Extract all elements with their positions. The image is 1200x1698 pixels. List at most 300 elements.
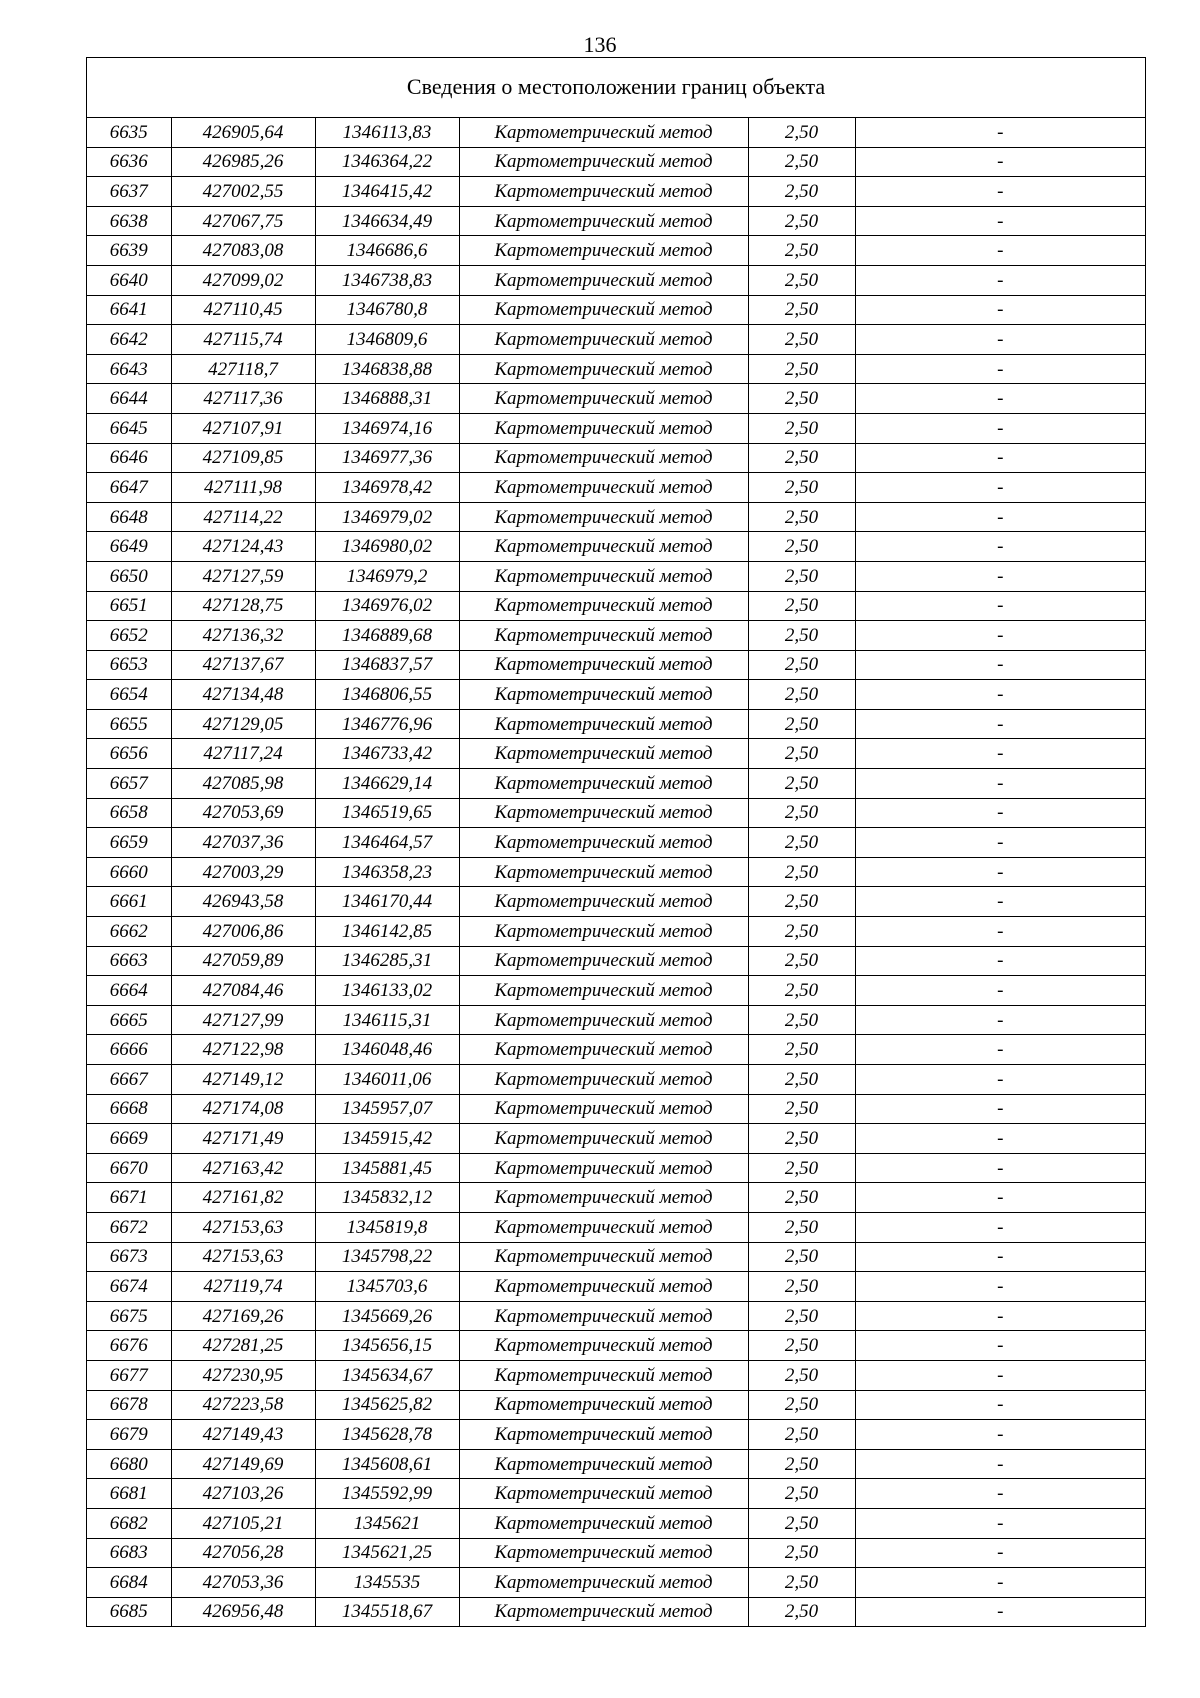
- x-coordinate-cell: 427281,25: [171, 1331, 315, 1361]
- y-coordinate-cell: 1346464,57: [315, 828, 459, 858]
- description-cell: -: [855, 650, 1145, 680]
- accuracy-cell: 2,50: [748, 413, 855, 443]
- y-coordinate-cell: 1346837,57: [315, 650, 459, 680]
- point-number-cell: 6641: [87, 295, 171, 325]
- point-number-cell: 6677: [87, 1360, 171, 1390]
- x-coordinate-cell: 427037,36: [171, 828, 315, 858]
- y-coordinate-cell: 1346838,88: [315, 354, 459, 384]
- method-cell: Картометрический метод: [459, 561, 748, 591]
- y-coordinate-cell: 1346977,36: [315, 443, 459, 473]
- method-cell: Картометрический метод: [459, 1183, 748, 1213]
- table-row: [87, 798, 1145, 828]
- point-number-cell: 6663: [87, 946, 171, 976]
- description-cell: -: [855, 798, 1145, 828]
- table-row: [87, 857, 1145, 887]
- method-cell: Картометрический метод: [459, 976, 748, 1006]
- description-cell: -: [855, 1242, 1145, 1272]
- point-number-cell: 6671: [87, 1183, 171, 1213]
- accuracy-cell: 2,50: [748, 443, 855, 473]
- method-cell: Картометрический метод: [459, 177, 748, 207]
- method-cell: Картометрический метод: [459, 591, 748, 621]
- method-cell: Картометрический метод: [459, 887, 748, 917]
- table-row: [87, 1153, 1145, 1183]
- description-cell: -: [855, 857, 1145, 887]
- accuracy-cell: 2,50: [748, 473, 855, 503]
- table-row: [87, 384, 1145, 414]
- method-cell: Картометрический метод: [459, 1420, 748, 1450]
- method-cell: Картометрический метод: [459, 147, 748, 177]
- x-coordinate-cell: 427085,98: [171, 769, 315, 799]
- accuracy-cell: 2,50: [748, 1124, 855, 1154]
- description-cell: -: [855, 976, 1145, 1006]
- y-coordinate-cell: 1346142,85: [315, 917, 459, 947]
- x-coordinate-cell: 427103,26: [171, 1479, 315, 1509]
- x-coordinate-cell: 427129,05: [171, 709, 315, 739]
- description-cell: -: [855, 236, 1145, 266]
- y-coordinate-cell: 1345798,22: [315, 1242, 459, 1272]
- method-cell: Картометрический метод: [459, 798, 748, 828]
- table-row: [87, 1094, 1145, 1124]
- description-cell: -: [855, 621, 1145, 651]
- y-coordinate-cell: 1346979,02: [315, 502, 459, 532]
- accuracy-cell: 2,50: [748, 769, 855, 799]
- accuracy-cell: 2,50: [748, 236, 855, 266]
- table-row: [87, 1005, 1145, 1035]
- accuracy-cell: 2,50: [748, 1538, 855, 1568]
- description-cell: -: [855, 1005, 1145, 1035]
- x-coordinate-cell: 427059,89: [171, 946, 315, 976]
- x-coordinate-cell: 427127,99: [171, 1005, 315, 1035]
- table-row: [87, 1242, 1145, 1272]
- accuracy-cell: 2,50: [748, 828, 855, 858]
- point-number-cell: 6667: [87, 1065, 171, 1095]
- table-row: [87, 650, 1145, 680]
- description-cell: -: [855, 265, 1145, 295]
- x-coordinate-cell: 427149,69: [171, 1449, 315, 1479]
- method-cell: Картометрический метод: [459, 769, 748, 799]
- description-cell: -: [855, 1301, 1145, 1331]
- description-cell: -: [855, 1597, 1145, 1626]
- y-coordinate-cell: 1345915,42: [315, 1124, 459, 1154]
- table-row: [87, 206, 1145, 236]
- accuracy-cell: 2,50: [748, 1212, 855, 1242]
- accuracy-cell: 2,50: [748, 1390, 855, 1420]
- point-number-cell: 6668: [87, 1094, 171, 1124]
- accuracy-cell: 2,50: [748, 561, 855, 591]
- description-cell: -: [855, 1065, 1145, 1095]
- point-number-cell: 6637: [87, 177, 171, 207]
- method-cell: Картометрический метод: [459, 118, 748, 147]
- x-coordinate-cell: 427003,29: [171, 857, 315, 887]
- x-coordinate-cell: 427153,63: [171, 1242, 315, 1272]
- x-coordinate-cell: 427124,43: [171, 532, 315, 562]
- y-coordinate-cell: 1346048,46: [315, 1035, 459, 1065]
- y-coordinate-cell: 1345535: [315, 1568, 459, 1598]
- method-cell: Картометрический метод: [459, 621, 748, 651]
- x-coordinate-cell: 427117,36: [171, 384, 315, 414]
- point-number-cell: 6646: [87, 443, 171, 473]
- point-number-cell: 6661: [87, 887, 171, 917]
- description-cell: -: [855, 1479, 1145, 1509]
- point-number-cell: 6636: [87, 147, 171, 177]
- method-cell: Картометрический метод: [459, 1360, 748, 1390]
- point-number-cell: 6673: [87, 1242, 171, 1272]
- point-number-cell: 6659: [87, 828, 171, 858]
- y-coordinate-cell: 1346889,68: [315, 621, 459, 651]
- y-coordinate-cell: 1346634,49: [315, 206, 459, 236]
- point-number-cell: 6670: [87, 1153, 171, 1183]
- accuracy-cell: 2,50: [748, 917, 855, 947]
- accuracy-cell: 2,50: [748, 1479, 855, 1509]
- point-number-cell: 6675: [87, 1301, 171, 1331]
- description-cell: -: [855, 1360, 1145, 1390]
- y-coordinate-cell: 1346133,02: [315, 976, 459, 1006]
- accuracy-cell: 2,50: [748, 532, 855, 562]
- point-number-cell: 6669: [87, 1124, 171, 1154]
- x-coordinate-cell: 427119,74: [171, 1272, 315, 1302]
- x-coordinate-cell: 427161,82: [171, 1183, 315, 1213]
- accuracy-cell: 2,50: [748, 265, 855, 295]
- method-cell: Картометрический метод: [459, 384, 748, 414]
- point-number-cell: 6644: [87, 384, 171, 414]
- method-cell: Картометрический метод: [459, 473, 748, 503]
- accuracy-cell: 2,50: [748, 1094, 855, 1124]
- method-cell: Картометрический метод: [459, 1272, 748, 1302]
- table-row: [87, 1301, 1145, 1331]
- description-cell: -: [855, 1390, 1145, 1420]
- description-cell: -: [855, 1212, 1145, 1242]
- description-cell: -: [855, 709, 1145, 739]
- point-number-cell: 6639: [87, 236, 171, 266]
- y-coordinate-cell: 1345518,67: [315, 1597, 459, 1626]
- description-cell: -: [855, 739, 1145, 769]
- table-row: [87, 236, 1145, 266]
- x-coordinate-cell: 427149,12: [171, 1065, 315, 1095]
- x-coordinate-cell: 427163,42: [171, 1153, 315, 1183]
- method-cell: Картометрический метод: [459, 295, 748, 325]
- x-coordinate-cell: 427230,95: [171, 1360, 315, 1390]
- page-number: 136: [583, 32, 617, 57]
- description-cell: -: [855, 1420, 1145, 1450]
- table-row: [87, 1420, 1145, 1450]
- point-number-cell: 6682: [87, 1508, 171, 1538]
- x-coordinate-cell: 426956,48: [171, 1597, 315, 1626]
- accuracy-cell: 2,50: [748, 1272, 855, 1302]
- point-number-cell: 6651: [87, 591, 171, 621]
- point-number-cell: 6662: [87, 917, 171, 947]
- accuracy-cell: 2,50: [748, 1005, 855, 1035]
- point-number-cell: 6678: [87, 1390, 171, 1420]
- method-cell: Картометрический метод: [459, 443, 748, 473]
- y-coordinate-cell: 1346776,96: [315, 709, 459, 739]
- accuracy-cell: 2,50: [748, 206, 855, 236]
- table-row: [87, 1597, 1145, 1626]
- method-cell: Картометрический метод: [459, 502, 748, 532]
- table-row: [87, 1272, 1145, 1302]
- table-row: [87, 177, 1145, 207]
- accuracy-cell: 2,50: [748, 976, 855, 1006]
- point-number-cell: 6676: [87, 1331, 171, 1361]
- description-cell: -: [855, 769, 1145, 799]
- method-cell: Картометрический метод: [459, 1301, 748, 1331]
- description-cell: -: [855, 917, 1145, 947]
- method-cell: Картометрический метод: [459, 1449, 748, 1479]
- x-coordinate-cell: 426943,58: [171, 887, 315, 917]
- method-cell: Картометрический метод: [459, 739, 748, 769]
- x-coordinate-cell: 427002,55: [171, 177, 315, 207]
- y-coordinate-cell: 1346686,6: [315, 236, 459, 266]
- table-row: [87, 946, 1145, 976]
- table-row: [87, 976, 1145, 1006]
- x-coordinate-cell: 427084,46: [171, 976, 315, 1006]
- table-row: [87, 325, 1145, 355]
- x-coordinate-cell: 427153,63: [171, 1212, 315, 1242]
- table-row: [87, 621, 1145, 651]
- accuracy-cell: 2,50: [748, 1242, 855, 1272]
- method-cell: Картометрический метод: [459, 1508, 748, 1538]
- method-cell: Картометрический метод: [459, 828, 748, 858]
- accuracy-cell: 2,50: [748, 1597, 855, 1626]
- y-coordinate-cell: 1345621,25: [315, 1538, 459, 1568]
- table-row: [87, 118, 1145, 147]
- y-coordinate-cell: 1346809,6: [315, 325, 459, 355]
- x-coordinate-cell: 427118,7: [171, 354, 315, 384]
- x-coordinate-cell: 427136,32: [171, 621, 315, 651]
- method-cell: Картометрический метод: [459, 709, 748, 739]
- x-coordinate-cell: 427117,24: [171, 739, 315, 769]
- method-cell: Картометрический метод: [459, 354, 748, 384]
- method-cell: Картометрический метод: [459, 946, 748, 976]
- table-row: [87, 443, 1145, 473]
- method-cell: Картометрический метод: [459, 1094, 748, 1124]
- description-cell: -: [855, 325, 1145, 355]
- table-row: [87, 1479, 1145, 1509]
- description-cell: -: [855, 443, 1145, 473]
- accuracy-cell: 2,50: [748, 1331, 855, 1361]
- method-cell: Картометрический метод: [459, 1153, 748, 1183]
- accuracy-cell: 2,50: [748, 887, 855, 917]
- description-cell: -: [855, 1183, 1145, 1213]
- y-coordinate-cell: 1346888,31: [315, 384, 459, 414]
- x-coordinate-cell: 427006,86: [171, 917, 315, 947]
- table-row: [87, 591, 1145, 621]
- description-cell: -: [855, 177, 1145, 207]
- method-cell: Картометрический метод: [459, 325, 748, 355]
- table-row: [87, 680, 1145, 710]
- table-row: [87, 561, 1145, 591]
- description-cell: -: [855, 384, 1145, 414]
- point-number-cell: 6657: [87, 769, 171, 799]
- y-coordinate-cell: 1346974,16: [315, 413, 459, 443]
- description-cell: -: [855, 413, 1145, 443]
- accuracy-cell: 2,50: [748, 1035, 855, 1065]
- description-cell: -: [855, 206, 1145, 236]
- method-cell: Картометрический метод: [459, 1479, 748, 1509]
- accuracy-cell: 2,50: [748, 147, 855, 177]
- y-coordinate-cell: 1346285,31: [315, 946, 459, 976]
- accuracy-cell: 2,50: [748, 739, 855, 769]
- method-cell: Картометрический метод: [459, 1390, 748, 1420]
- point-number-cell: 6660: [87, 857, 171, 887]
- table-row: [87, 1183, 1145, 1213]
- description-cell: -: [855, 473, 1145, 503]
- x-coordinate-cell: 427053,69: [171, 798, 315, 828]
- point-number-cell: 6679: [87, 1420, 171, 1450]
- point-number-cell: 6653: [87, 650, 171, 680]
- x-coordinate-cell: 427067,75: [171, 206, 315, 236]
- y-coordinate-cell: 1346806,55: [315, 680, 459, 710]
- y-coordinate-cell: 1346519,65: [315, 798, 459, 828]
- y-coordinate-cell: 1346364,22: [315, 147, 459, 177]
- y-coordinate-cell: 1346115,31: [315, 1005, 459, 1035]
- x-coordinate-cell: 427107,91: [171, 413, 315, 443]
- y-coordinate-cell: 1345832,12: [315, 1183, 459, 1213]
- point-number-cell: 6647: [87, 473, 171, 503]
- y-coordinate-cell: 1345703,6: [315, 1272, 459, 1302]
- point-number-cell: 6650: [87, 561, 171, 591]
- x-coordinate-cell: 427149,43: [171, 1420, 315, 1450]
- table-row: [87, 1065, 1145, 1095]
- table-row: [87, 739, 1145, 769]
- description-cell: -: [855, 1035, 1145, 1065]
- table-row: [87, 1390, 1145, 1420]
- table-row: [87, 1508, 1145, 1538]
- accuracy-cell: 2,50: [748, 591, 855, 621]
- boundary-table-frame: [86, 57, 1146, 1627]
- x-coordinate-cell: 427099,02: [171, 265, 315, 295]
- table-row: [87, 265, 1145, 295]
- y-coordinate-cell: 1346358,23: [315, 857, 459, 887]
- table-row: [87, 709, 1145, 739]
- y-coordinate-cell: 1346170,44: [315, 887, 459, 917]
- accuracy-cell: 2,50: [748, 1420, 855, 1450]
- x-coordinate-cell: 427056,28: [171, 1538, 315, 1568]
- accuracy-cell: 2,50: [748, 1065, 855, 1095]
- x-coordinate-cell: 427053,36: [171, 1568, 315, 1598]
- description-cell: -: [855, 1449, 1145, 1479]
- point-number-cell: 6654: [87, 680, 171, 710]
- accuracy-cell: 2,50: [748, 680, 855, 710]
- point-number-cell: 6658: [87, 798, 171, 828]
- point-number-cell: 6683: [87, 1538, 171, 1568]
- table-row: [87, 532, 1145, 562]
- accuracy-cell: 2,50: [748, 295, 855, 325]
- x-coordinate-cell: 427110,45: [171, 295, 315, 325]
- x-coordinate-cell: 426985,26: [171, 147, 315, 177]
- x-coordinate-cell: 427169,26: [171, 1301, 315, 1331]
- description-cell: -: [855, 1508, 1145, 1538]
- x-coordinate-cell: 427114,22: [171, 502, 315, 532]
- table-row: [87, 1568, 1145, 1598]
- method-cell: Картометрический метод: [459, 1331, 748, 1361]
- y-coordinate-cell: 1346780,8: [315, 295, 459, 325]
- point-number-cell: 6655: [87, 709, 171, 739]
- accuracy-cell: 2,50: [748, 384, 855, 414]
- x-coordinate-cell: 427122,98: [171, 1035, 315, 1065]
- table-row: [87, 473, 1145, 503]
- x-coordinate-cell: 427083,08: [171, 236, 315, 266]
- y-coordinate-cell: 1346113,83: [315, 118, 459, 147]
- method-cell: Картометрический метод: [459, 236, 748, 266]
- table-caption: Сведения о местоположении границ объекта: [87, 58, 1145, 118]
- method-cell: Картометрический метод: [459, 413, 748, 443]
- method-cell: Картометрический метод: [459, 1242, 748, 1272]
- x-coordinate-cell: 427223,58: [171, 1390, 315, 1420]
- y-coordinate-cell: 1345621: [315, 1508, 459, 1538]
- method-cell: Картометрический метод: [459, 206, 748, 236]
- point-number-cell: 6638: [87, 206, 171, 236]
- point-number-cell: 6672: [87, 1212, 171, 1242]
- x-coordinate-cell: 427127,59: [171, 561, 315, 591]
- point-number-cell: 6649: [87, 532, 171, 562]
- table-row: [87, 354, 1145, 384]
- table-row: [87, 917, 1145, 947]
- coordinates-table: [87, 118, 1145, 1626]
- y-coordinate-cell: 1346979,2: [315, 561, 459, 591]
- method-cell: Картометрический метод: [459, 265, 748, 295]
- x-coordinate-cell: 427111,98: [171, 473, 315, 503]
- method-cell: Картометрический метод: [459, 1597, 748, 1626]
- x-coordinate-cell: 427105,21: [171, 1508, 315, 1538]
- x-coordinate-cell: 427115,74: [171, 325, 315, 355]
- method-cell: Картометрический метод: [459, 917, 748, 947]
- point-number-cell: 6645: [87, 413, 171, 443]
- method-cell: Картометрический метод: [459, 1124, 748, 1154]
- accuracy-cell: 2,50: [748, 325, 855, 355]
- x-coordinate-cell: 427128,75: [171, 591, 315, 621]
- y-coordinate-cell: 1345656,15: [315, 1331, 459, 1361]
- y-coordinate-cell: 1345669,26: [315, 1301, 459, 1331]
- y-coordinate-cell: 1345608,61: [315, 1449, 459, 1479]
- table-row: [87, 1360, 1145, 1390]
- accuracy-cell: 2,50: [748, 118, 855, 147]
- table-row: [87, 295, 1145, 325]
- accuracy-cell: 2,50: [748, 650, 855, 680]
- y-coordinate-cell: 1346738,83: [315, 265, 459, 295]
- table-row: [87, 147, 1145, 177]
- description-cell: -: [855, 502, 1145, 532]
- point-number-cell: 6665: [87, 1005, 171, 1035]
- point-number-cell: 6656: [87, 739, 171, 769]
- description-cell: -: [855, 1331, 1145, 1361]
- table-row: [87, 502, 1145, 532]
- y-coordinate-cell: 1345881,45: [315, 1153, 459, 1183]
- y-coordinate-cell: 1346733,42: [315, 739, 459, 769]
- accuracy-cell: 2,50: [748, 709, 855, 739]
- accuracy-cell: 2,50: [748, 1449, 855, 1479]
- method-cell: Картометрический метод: [459, 680, 748, 710]
- description-cell: -: [855, 1124, 1145, 1154]
- point-number-cell: 6642: [87, 325, 171, 355]
- method-cell: Картометрический метод: [459, 1212, 748, 1242]
- y-coordinate-cell: 1345819,8: [315, 1212, 459, 1242]
- point-number-cell: 6640: [87, 265, 171, 295]
- accuracy-cell: 2,50: [748, 1301, 855, 1331]
- accuracy-cell: 2,50: [748, 1568, 855, 1598]
- description-cell: -: [855, 1538, 1145, 1568]
- y-coordinate-cell: 1346976,02: [315, 591, 459, 621]
- description-cell: -: [855, 1272, 1145, 1302]
- table-row: [87, 1538, 1145, 1568]
- y-coordinate-cell: 1346415,42: [315, 177, 459, 207]
- point-number-cell: 6680: [87, 1449, 171, 1479]
- table-row: [87, 1124, 1145, 1154]
- table-row: [87, 1212, 1145, 1242]
- x-coordinate-cell: 427174,08: [171, 1094, 315, 1124]
- description-cell: -: [855, 946, 1145, 976]
- y-coordinate-cell: 1346629,14: [315, 769, 459, 799]
- accuracy-cell: 2,50: [748, 502, 855, 532]
